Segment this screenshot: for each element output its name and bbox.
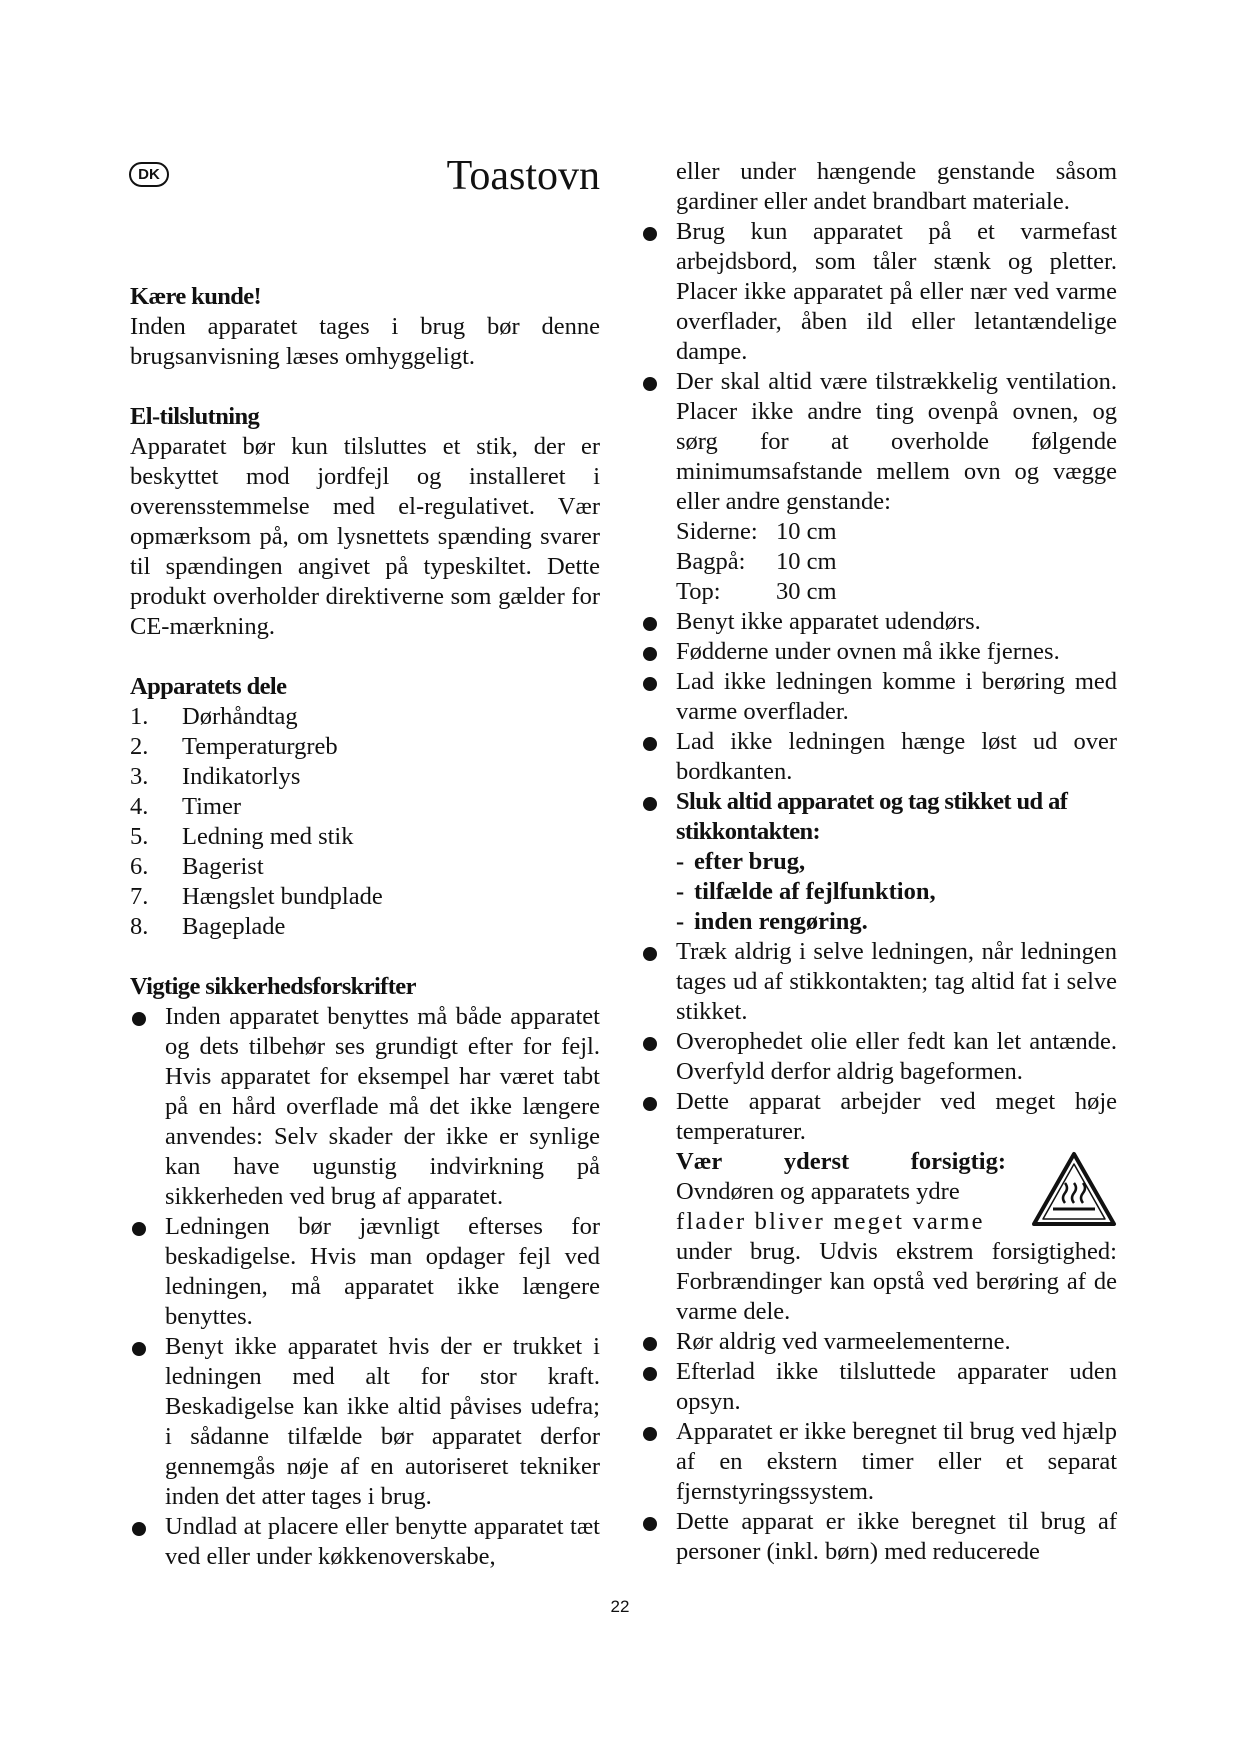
safety-list-right [641,217,1117,1567]
safety-heading: Vigtige sikkerhedsforskrifter [130,973,416,1000]
page-title: Toastovn [446,153,600,199]
safety-list-left [130,1002,600,1572]
hot-surface-warning-icon [1031,1151,1117,1227]
list-item: 4. Timer [130,793,242,820]
distance-row: Top: 30 cm [676,578,837,605]
caution-label: Vær yderst forsigtig: [676,1148,1006,1175]
hot-warning-text: Dette apparat arbejder ved meget høje temperaturer. [676,1088,1117,1145]
intro-section [130,282,600,372]
parts-section [130,672,600,942]
list-item [641,1087,1117,1327]
list-item: 5. Ledning med stik [130,823,354,850]
distance-row: Siderne: 10 cm [676,518,837,545]
list-item: 7. Hængslet bundplade [130,883,383,910]
list-item: Der skal altid være tilstrækkelig ventilation. Placer ikke andre ting ovenpå ovnen, og sørg for at overholde følgende minimumsafstande mellem ovn og vægge eller andre genstande: Siderne: 10 cm Bagpå: 10 cm Top: 30 cm [641,367,1117,607]
list-item: Overophedet olie eller fedt kan let antænde. Overfyld derfor aldrig bageformen. [641,1027,1117,1087]
list-item: Ledningen bør jævnligt efterses for beskadigelse. Hvis man opdager fejl ved ledningen, må apparatet ikke længere benyttes. [130,1212,600,1332]
list-item: 2. Temperaturgreb [130,733,338,760]
electrical-text: Apparatet bør kun tilsluttes et stik, der er beskyttet mod jordfejl og installeret i overensstemmelse med el-regulativet. Vær opmærksom på, om lysnettets spænding svarer til spændingen angivet på typeskiltet. Dette produkt overholder direktiverne som gælder for CE-mærkning. [130,433,600,640]
parts-heading: Apparatets dele [130,673,287,700]
list-item: Fødderne under ovnen må ikke fjernes. [641,637,1117,667]
electrical-heading: El-tilslutning [130,403,260,430]
unplug-case: - tilfælde af fejlfunktion, [676,878,936,905]
list-item: Træk aldrig i selve ledningen, når ledningen tages ud af stikkontakten; tag altid fat i selve stikket. [641,937,1117,1027]
unplug-case: - inden rengøring. [676,908,868,935]
page-number: 22 [610,1597,630,1616]
list-item: Lad ikke ledningen komme i berøring med varme overflader. [641,667,1117,727]
list-item: Undlad at placere eller benytte apparatet tæt ved eller under køkkenoverskabe, [130,1512,600,1572]
parts-list [130,702,600,942]
language-badge: DK [129,162,169,187]
caution-block: Vær yderst forsigtig: Ovndøren og apparatets ydre flader bliver meget varme under brug. Udvis ekstrem forsigtighed: Forbrændinger kan opstå ved berøring af de varme dele. [676,1148,1117,1325]
left-column [130,282,600,1572]
unplug-instruction: Sluk altid apparatet og tag stikket ud af stikkontakten: [676,788,1068,845]
list-item: Inden apparatet benyttes må både apparatet og dets tilbehør ses grundigt efter for fejl. Hvis apparatet for eksempel har været tabt på en hård overflade må det ikke længere anvendes: Selv skader der ikke er synlige kan have ugunstig indvirkning på sikkerheden ved brug af apparatet. [130,1002,600,1212]
list-item: Rør aldrig ved varmeelementerne. [641,1327,1117,1357]
list-item: Benyt ikke apparatet udendørs. [641,607,1117,637]
list-item: Brug kun apparatet på et varmefast arbejdsbord, som tåler stænk og pletter. Placer ikke apparatet på eller nær ved varme overflader, åben ild eller letantændelige dampe. [641,217,1117,367]
right-column [641,157,1117,1567]
list-item: Efterlad ikke tilsluttede apparater uden opsyn. [641,1357,1117,1417]
list-item [641,787,1117,937]
list-item: Benyt ikke apparatet hvis der er trukket i ledningen med alt for stor kraft. Beskadigelse kan ikke altid påvises udefra; i sådanne tilfælde bør apparatet derfor gennemgås nøje af en autoriseret tekniker inden det atter tages i brug. [130,1332,600,1512]
safety-section [130,972,600,1572]
header [129,150,600,210]
distance-row: Bagpå: 10 cm [676,548,837,575]
greeting: Kære kunde! [130,283,262,310]
list-item: 3. Indikatorlys [130,763,301,790]
list-item: Dette apparat er ikke beregnet til brug af personer (inkl. børn) med reducerede [641,1507,1117,1567]
list-item: Lad ikke ledningen hænge løst ud over bordkanten. [641,727,1117,787]
list-item: 8. Bageplade [130,913,286,940]
unplug-case: - efter brug, [676,848,806,875]
electrical-section [130,402,600,642]
list-item: 6. Bagerist [130,853,264,880]
list-item: Apparatet er ikke beregnet til brug ved hjælp af en ekstern timer eller et separat fjernstyringssystem. [641,1417,1117,1507]
list-item: 1. Dørhåndtag [130,703,298,730]
continued-text: eller under hængende genstande såsom gardiner eller andet brandbart materiale. [676,158,1117,215]
intro-text: Inden apparatet tages i brug bør denne brugsanvisning læses omhyggeligt. [130,313,600,370]
